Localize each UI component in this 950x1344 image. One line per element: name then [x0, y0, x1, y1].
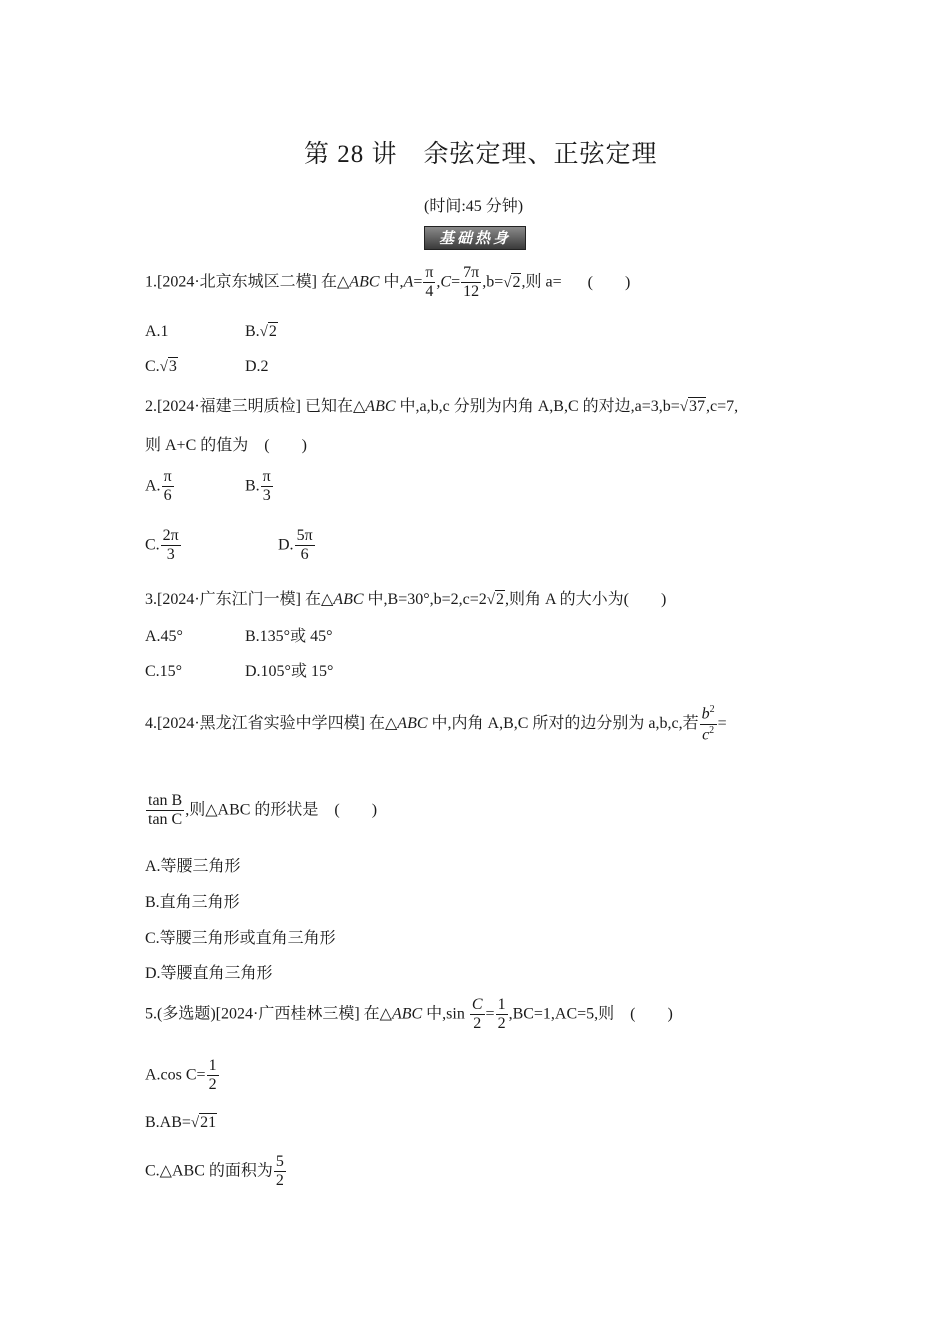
q5-option-b: B.AB=√21: [145, 1114, 217, 1131]
q4-stem-line1: [145, 704, 727, 744]
q1-b-label: ,b=: [482, 273, 504, 291]
q5-stem: [145, 996, 673, 1034]
section-badge: 基础热身: [424, 226, 526, 250]
q2-options-row1: [145, 468, 274, 506]
q2-stem-end: ,c=7,: [706, 398, 739, 415]
q1-eq-a: =: [413, 273, 423, 291]
q2-option-d: D. $\frac{5\pi}{6}$: [278, 527, 313, 564]
q2-stem-pre: 2.[2024·福建三明质检] 已知在△: [145, 398, 366, 415]
q2-option-a: A. $\frac{\pi}{6}$: [145, 468, 172, 505]
q1-options-row1: [145, 323, 278, 341]
q4-eq: =: [717, 714, 727, 732]
q3-stem-mid: 中,B=30°,b=2,c=2: [363, 591, 487, 608]
q1-C-label: ,C: [436, 273, 452, 291]
q1-stem: [145, 264, 630, 302]
q5-stem-pre: 5.(多选题)[2024·广西桂林三模] 在△: [145, 1005, 392, 1023]
page-title: 第 28 讲 余弦定理、正弦定理: [304, 141, 658, 168]
q3-abc: ABC: [333, 591, 364, 608]
q2-stem-line1: [145, 393, 738, 416]
q4-option-c: C.等腰三角形或直角三角形: [145, 930, 336, 947]
q2-option-b: B. $\frac{\pi}{3}$: [245, 468, 271, 505]
q3-option-c: C.15°: [145, 663, 183, 680]
q2-stem-mid: 中,a,b,c 分别为内角 A,B,C 的对边,a=3,b=: [395, 398, 680, 415]
q2-abc: ABC: [365, 398, 396, 415]
q1-frac-A-den: 4: [425, 283, 434, 301]
q5-abc: ABC: [391, 1005, 423, 1023]
q1-eq-c: =: [451, 273, 461, 291]
q5-optb-sqrt: √21: [190, 1114, 217, 1131]
q2-stem-line2: 则 A+C 的值为 ( ): [145, 437, 307, 454]
q1-optb-sqrt: √2: [259, 323, 277, 340]
q1-mid: 中,: [379, 273, 404, 291]
q2-option-c: C. $\frac{2\pi}{3}$: [145, 527, 179, 564]
q1-options-row2: [145, 358, 269, 376]
q1-frac-A-num: π: [423, 264, 435, 283]
q3-options-row1: [145, 623, 332, 646]
q1-paren: ( ): [587, 273, 631, 291]
q1-b-rad: 2: [512, 273, 521, 291]
q3-options-row2: [145, 658, 333, 681]
q5-stem-mid: 中,sin: [422, 1005, 469, 1023]
q1-frac-A: [423, 264, 435, 302]
q1-b-sqrt: √2: [503, 273, 521, 291]
q4-option-a: A.等腰三角形: [145, 858, 241, 875]
q4-frac-tan: $\frac{\text{tan B}}{\text{tan C}}$: [148, 792, 183, 829]
q4-option-b: B.直角三角形: [145, 894, 240, 911]
q5-stem-end: ,BC=1,AC=5,则 ( ): [508, 1005, 673, 1023]
q3-option-a: A.45°: [145, 628, 183, 645]
q3-stem-end: ,则角 A 的大小为( ): [505, 591, 667, 608]
q5-frac-half: $\frac{1}{2}$: [497, 996, 506, 1033]
q5-option-c: C.△ABC 的面积为 $\frac{5}{2}$: [145, 1153, 284, 1190]
q3-c-sqrt: √2: [486, 591, 504, 608]
q2-options-row2: [145, 527, 316, 565]
q1-end: ,则 a=: [521, 273, 562, 291]
q3-option-b: B.135°或 45°: [245, 628, 333, 645]
q3-stem-pre: 3.[2024·广东江门一模] 在△: [145, 591, 334, 608]
q1-frac-C-den: 12: [463, 283, 480, 301]
q4-stem-pre: 4.[2024·黑龙江省实验中学四模] 在△: [145, 714, 398, 732]
q4-stem-line2: [145, 792, 377, 830]
q1-optc-sqrt: √3: [159, 358, 177, 375]
q5-eq: =: [485, 1005, 495, 1023]
q4-stem-end: ,则△ABC 的形状是 ( ): [185, 801, 378, 819]
q1-A-label: A: [403, 273, 414, 291]
q4-option-d: D.等腰直角三角形: [145, 965, 273, 982]
q5-frac-c2: $\frac{C}{2}$: [471, 996, 483, 1033]
q1-option-b: B.√2: [245, 323, 277, 340]
q1-abc: ABC: [349, 273, 380, 291]
q1-option-d: D.2: [245, 358, 269, 375]
q4-abc: ABC: [397, 714, 428, 732]
q4-frac-bc: $\frac{b^2}{c^2}$: [701, 704, 715, 744]
q1-frac-C-num: 7π: [461, 264, 481, 283]
q1-option-c: C.√3: [145, 358, 177, 375]
time-limit: (时间:45 分钟): [424, 198, 524, 215]
q4-stem-mid: 中,内角 A,B,C 所对的边分别为 a,b,c,若: [427, 714, 699, 732]
q1-stem-pre: 1.[2024·北京东城区二模] 在△: [145, 273, 350, 291]
q1-option-a: A.1: [145, 323, 169, 340]
q2-b-sqrt: √37: [679, 398, 706, 415]
q3-option-d: D.105°或 15°: [245, 663, 334, 680]
q5-option-a: A.cos C= $\frac{1}{2}$: [145, 1057, 217, 1094]
q3-stem: [145, 586, 666, 609]
q1-frac-C: [461, 264, 481, 302]
